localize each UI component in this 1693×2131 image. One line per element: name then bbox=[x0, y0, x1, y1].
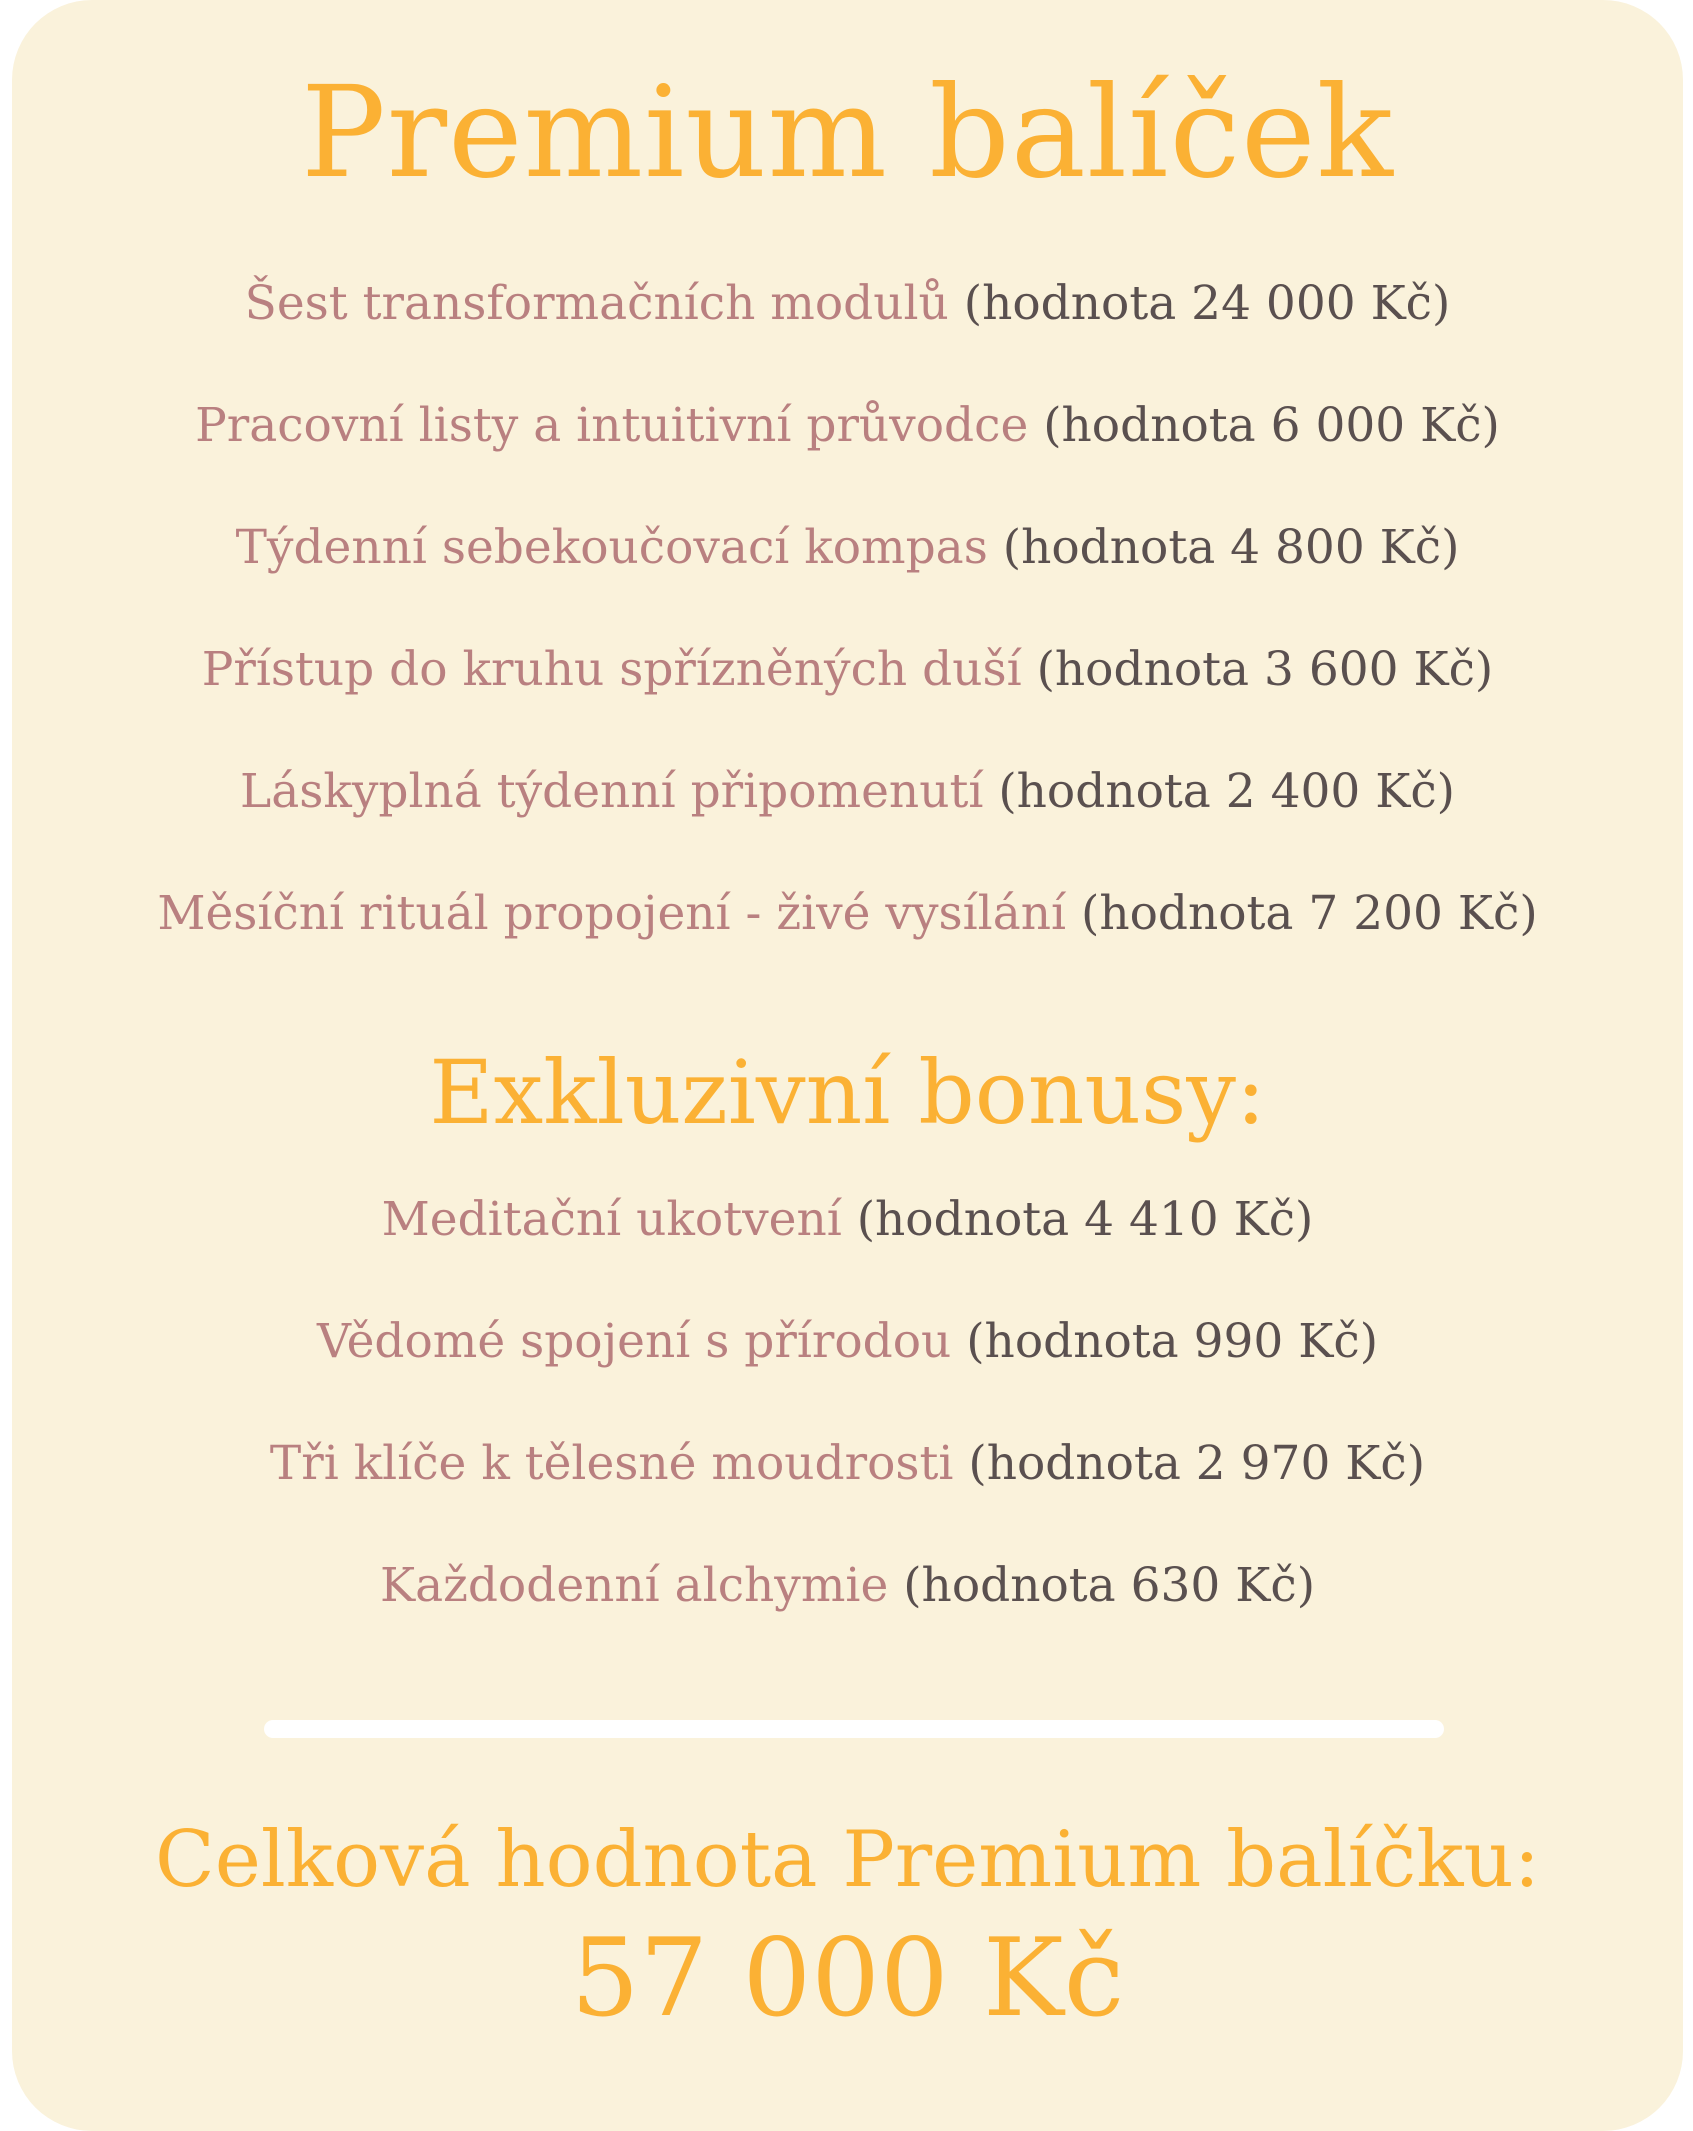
item-value: (hodnota 2 970 Kč) bbox=[968, 1436, 1426, 1491]
item-name: Vědomé spojení s přírodou bbox=[316, 1314, 967, 1369]
item-value: (hodnota 4 800 Kč) bbox=[1002, 520, 1460, 575]
item-name: Pracovní listy a intuitivní průvodce bbox=[195, 398, 1044, 453]
list-item bbox=[12, 276, 1683, 332]
total-value: 57 000 Kč bbox=[570, 1916, 1125, 2041]
item-value: (hodnota 3 600 Kč) bbox=[1036, 642, 1494, 697]
list-item bbox=[12, 1314, 1683, 1370]
item-value: (hodnota 630 Kč) bbox=[903, 1558, 1316, 1613]
item-value: (hodnota 4 410 Kč) bbox=[856, 1192, 1314, 1247]
list-item bbox=[12, 764, 1683, 820]
divider bbox=[264, 1720, 1444, 1738]
item-name: Přístup do kruhu spřízněných duší bbox=[201, 642, 1022, 697]
list-item bbox=[12, 886, 1683, 942]
item-value: (hodnota 990 Kč) bbox=[966, 1314, 1379, 1369]
item-name: Tři klíče k tělesné moudrosti bbox=[269, 1436, 954, 1491]
list-item bbox=[12, 398, 1683, 454]
list-item bbox=[12, 642, 1683, 698]
item-value: (hodnota 2 400 Kč) bbox=[998, 764, 1455, 819]
package-title: Premium balíček bbox=[301, 59, 1394, 206]
item-value: (hodnota 6 000 Kč) bbox=[1043, 398, 1500, 453]
list-item bbox=[12, 1558, 1683, 1614]
item-name: Meditační ukotvení bbox=[381, 1192, 857, 1247]
bonus-title: Exkluzivní bonusy: bbox=[429, 1041, 1266, 1144]
item-name: Každodenní alchymie bbox=[379, 1558, 889, 1613]
item-name: Měsíční rituál propojení - živé vysílání bbox=[157, 886, 1081, 941]
item-value: (hodnota 24 000 Kč) bbox=[963, 276, 1451, 331]
package-card bbox=[12, 0, 1683, 2131]
list-item bbox=[12, 1436, 1683, 1492]
list-item bbox=[12, 520, 1683, 576]
item-name: Šest transformačních modulů bbox=[244, 276, 949, 331]
item-name: Láskyplná týdenní připomenutí bbox=[239, 764, 999, 819]
total-label: Celková hodnota Premium balíčku: bbox=[155, 1815, 1540, 1905]
item-value: (hodnota 7 200 Kč) bbox=[1080, 886, 1538, 941]
list-item bbox=[12, 1192, 1683, 1248]
item-name: Týdenní sebekoučovací kompas bbox=[235, 520, 1003, 575]
